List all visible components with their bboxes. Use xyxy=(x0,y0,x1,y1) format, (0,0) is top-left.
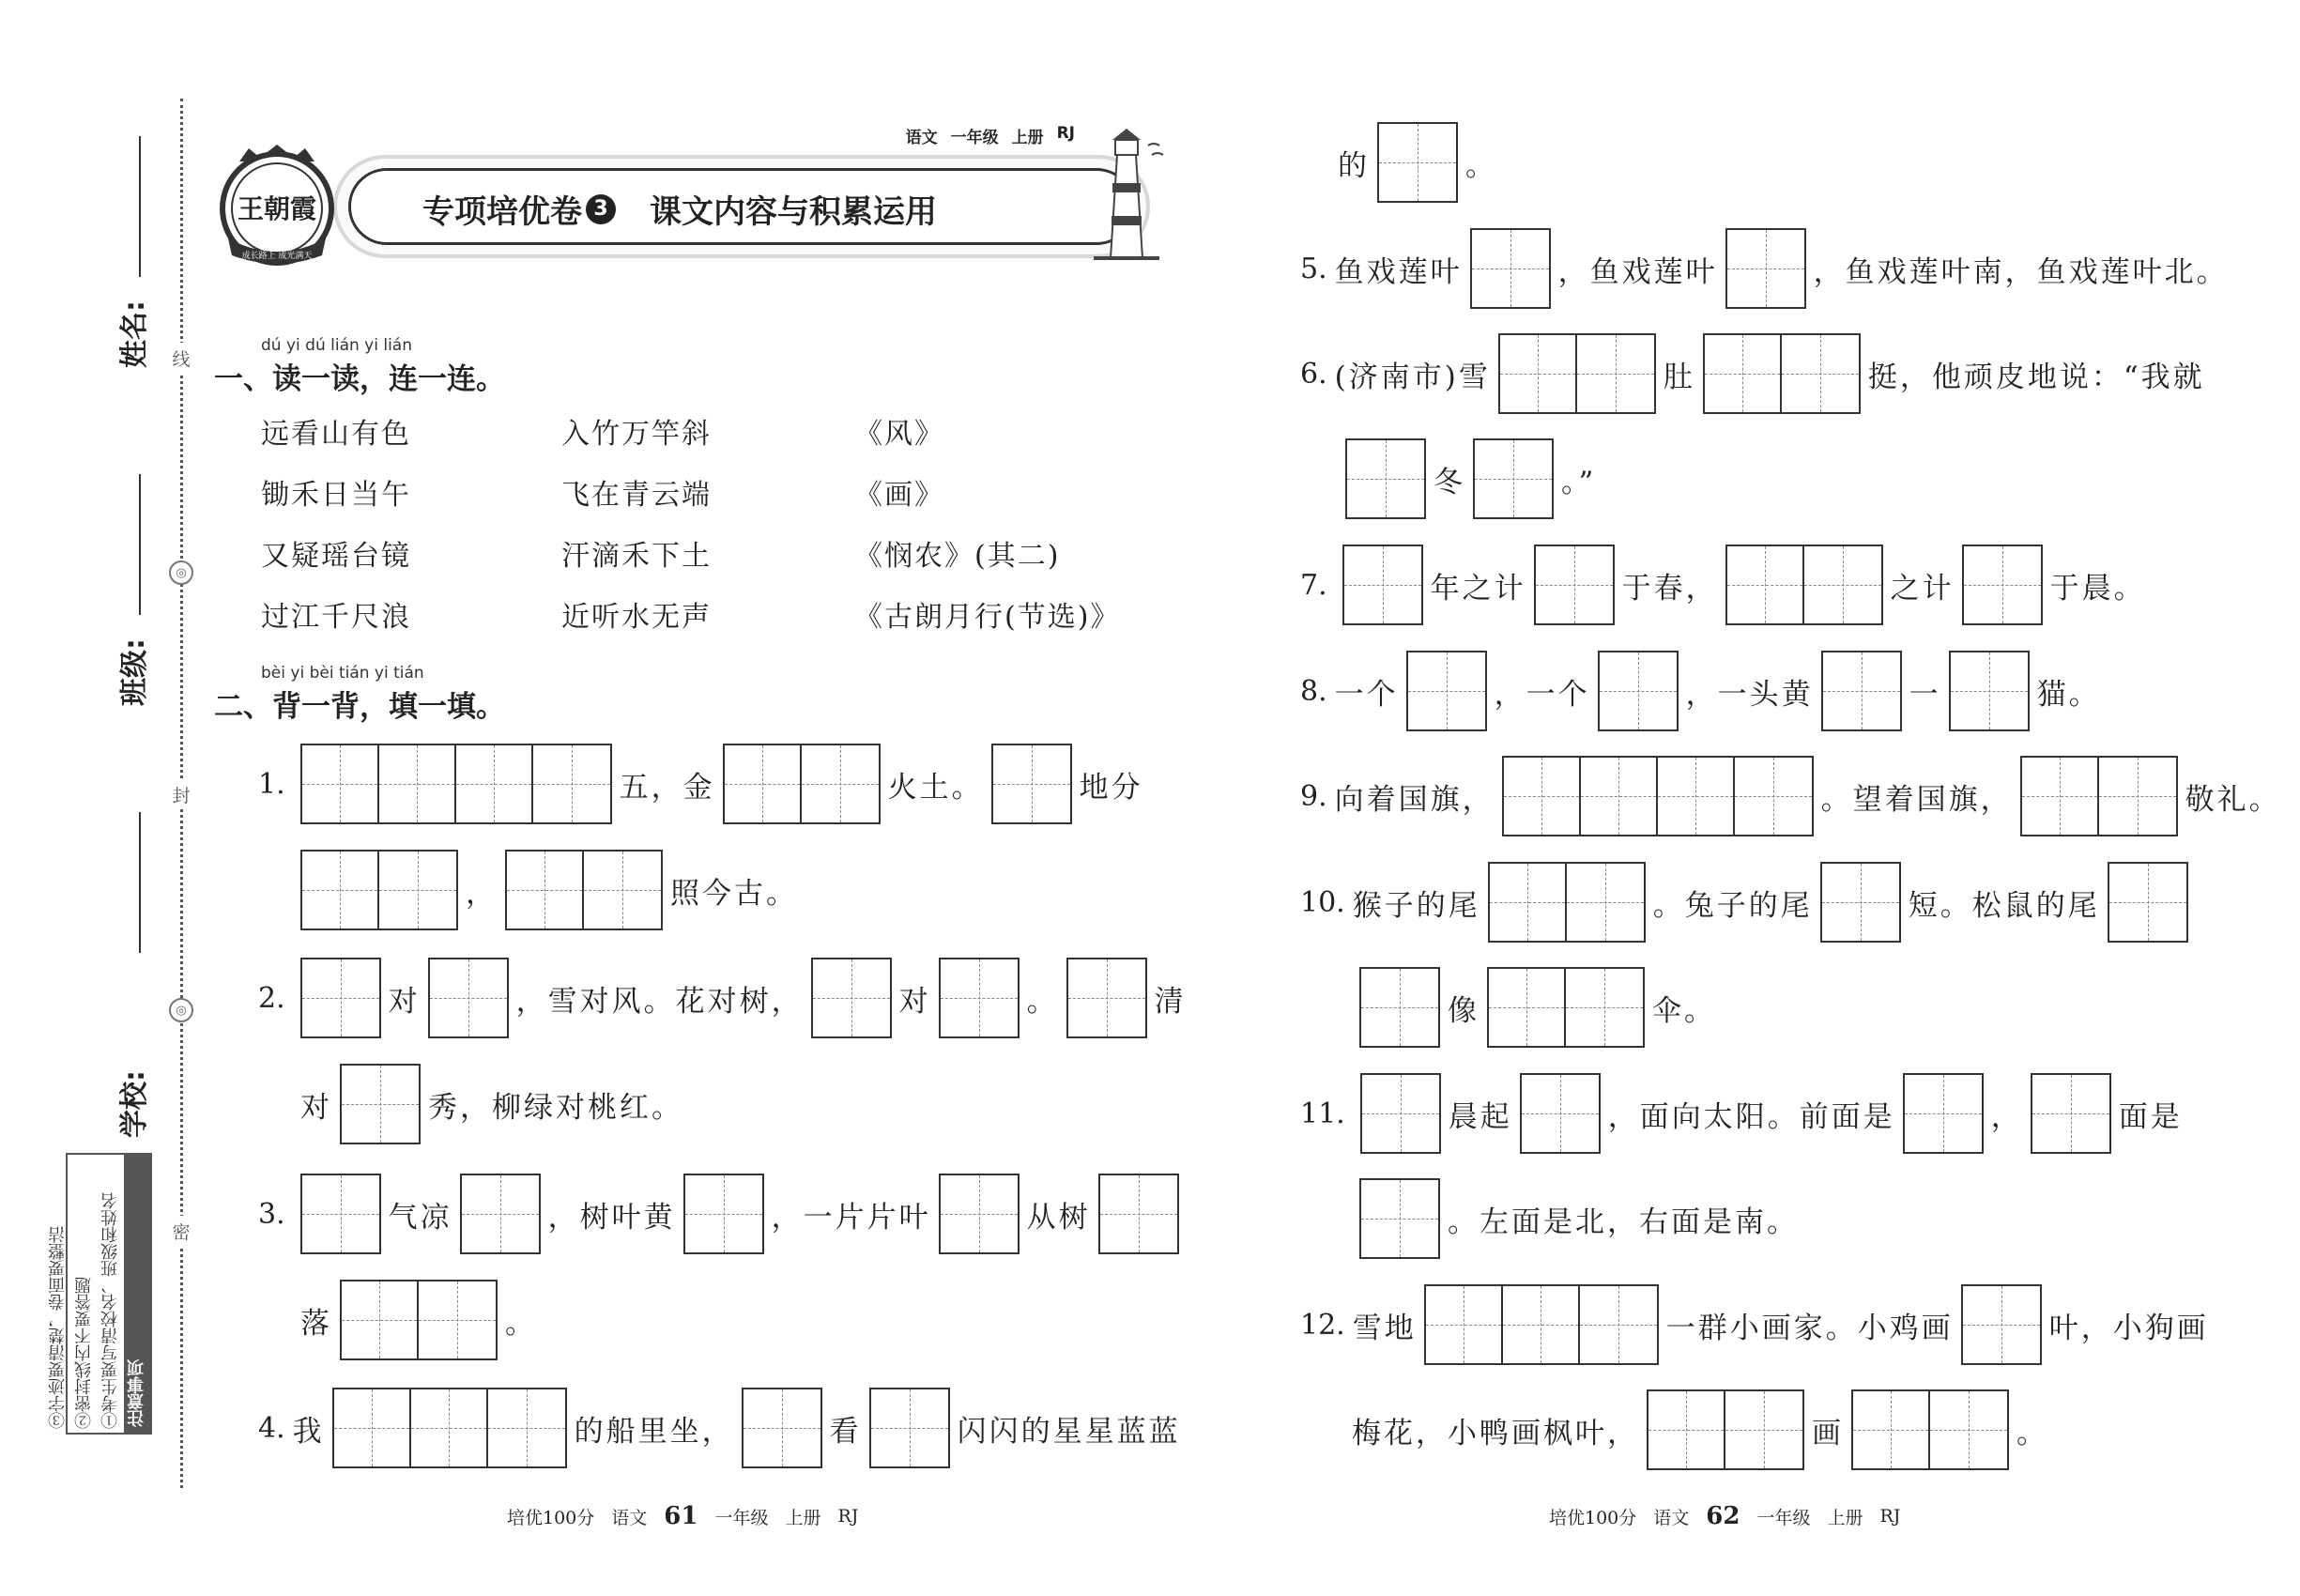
footer-book: 培优100分 xyxy=(507,1507,595,1528)
question-6-line-2: 冬 。” xyxy=(1338,438,1596,519)
title-number-badge: 3 xyxy=(586,194,616,224)
question-number: 7. xyxy=(1300,568,1327,602)
header-volume: 上册 xyxy=(1011,129,1044,147)
answer-box[interactable] xyxy=(1487,967,1645,1048)
answer-box[interactable] xyxy=(1377,122,1458,203)
logo-sub: 成长路上 成光满天 xyxy=(241,252,313,261)
question-12-line-2: 梅花，小鸭画枫叶， 画 。 xyxy=(1352,1389,2048,1470)
question-number: 6. xyxy=(1300,357,1327,391)
answer-box[interactable] xyxy=(1498,333,1656,414)
logo-text: 王朝霞 xyxy=(237,193,317,224)
class-label: 班级: xyxy=(118,638,151,706)
answer-box[interactable] xyxy=(1066,958,1147,1038)
section1-title: 一、读一读，连一连。 xyxy=(214,362,505,396)
section2-title: 二、背一背，填一填。 xyxy=(214,690,505,724)
answer-box[interactable] xyxy=(723,744,881,824)
answer-box[interactable] xyxy=(2031,1073,2111,1154)
school-write-line[interactable] xyxy=(139,812,141,953)
question-9-line-1: 9. 向着国旗， 。望着国旗， 敬礼。 xyxy=(1300,756,2281,836)
section1-pinyin: dú yi dú lián yi lián xyxy=(261,336,412,355)
answer-box[interactable] xyxy=(1703,333,1861,414)
footer-grade: 一年级 xyxy=(1756,1507,1811,1528)
answer-box[interactable] xyxy=(340,1064,421,1144)
question-11-line-1: 11. 晨起 ，面向太阳。前面是 ， 面是 xyxy=(1300,1073,2183,1154)
answer-box[interactable] xyxy=(300,958,381,1038)
answer-box[interactable] xyxy=(2108,862,2188,943)
notice-item: ②密封线内不要答题 xyxy=(74,1277,94,1429)
notice-box xyxy=(48,1153,152,1435)
answer-box[interactable] xyxy=(1424,1284,1659,1365)
question-number: 8. xyxy=(1300,674,1327,708)
title-prefix: 专项培优卷 xyxy=(422,193,582,231)
question-number: 9. xyxy=(1300,779,1327,813)
poem-title[interactable]: 《画》 xyxy=(854,479,944,512)
answer-box[interactable] xyxy=(1488,862,1646,943)
poem-title[interactable]: 《风》 xyxy=(854,418,944,451)
seal-mark-mi: 密 xyxy=(166,1216,196,1246)
title-main: 课文内容与积累运用 xyxy=(650,193,937,231)
brand-logo-icon xyxy=(211,141,343,272)
answer-box[interactable] xyxy=(1534,545,1615,625)
question-4-line-2: 的 。 xyxy=(1338,122,1497,203)
question-2-line-1: 2. 对 ，雪对风。花对树， 对 。 清 xyxy=(258,958,1187,1038)
question-8-line-1: 8. 一个 ，一个 ，一头黄 一 猫。 xyxy=(1300,651,2101,731)
footer-edition: RJ xyxy=(1879,1506,1901,1527)
notice-item: ①考生要写清校名、班级和姓名 xyxy=(100,1192,120,1429)
question-7-line-1: 7. 年之计 于春， 之计 于晨。 xyxy=(1300,545,2146,625)
page-number: 62 xyxy=(1706,1502,1740,1530)
question-10-line-2: 像 伞。 xyxy=(1352,967,1716,1048)
binding-hole: ◎ xyxy=(169,998,193,1022)
poem-line-left[interactable]: 锄禾日当午 xyxy=(261,479,411,512)
answer-box[interactable] xyxy=(300,744,612,824)
answer-box[interactable] xyxy=(340,1280,498,1360)
header-subject: 语文 xyxy=(905,129,938,147)
answer-box[interactable] xyxy=(1725,545,1883,625)
class-write-line[interactable] xyxy=(139,474,141,615)
answer-box[interactable] xyxy=(991,744,1072,824)
answer-box[interactable] xyxy=(1725,228,1806,309)
header-edition: RJ xyxy=(1056,124,1075,143)
question-10-line-1: 10. 猴子的尾 。兔子的尾 短。松鼠的尾 xyxy=(1300,862,2196,943)
seal-mark-feng: 封 xyxy=(166,779,196,809)
answer-box[interactable] xyxy=(1598,651,1679,731)
question-3-line-2: 落 。 xyxy=(300,1280,537,1360)
question-12-line-1: 12. 雪地 一群小画家。小鸡画 叶，小狗画 xyxy=(1300,1284,2209,1365)
binding-hole: ◎ xyxy=(169,560,193,585)
answer-box[interactable] xyxy=(683,1174,764,1254)
answer-box[interactable] xyxy=(1520,1073,1601,1154)
question-number: 4. xyxy=(258,1411,285,1445)
question-1-line-2: ， 照今古。 xyxy=(293,850,798,930)
answer-box[interactable] xyxy=(2020,756,2178,836)
answer-box[interactable] xyxy=(460,1174,541,1254)
question-number: 5. xyxy=(1300,252,1327,285)
answer-box[interactable] xyxy=(1406,651,1487,731)
answer-box[interactable] xyxy=(1647,1389,1804,1470)
poem-line-middle[interactable]: 飞在青云端 xyxy=(561,479,712,512)
answer-box[interactable] xyxy=(1821,651,1902,731)
answer-box[interactable] xyxy=(742,1388,822,1468)
page-title xyxy=(422,186,937,232)
question-number: 10. xyxy=(1300,885,1345,919)
footer-edition: RJ xyxy=(837,1506,859,1527)
notice-title: 注意事项 xyxy=(124,1155,150,1433)
answer-box[interactable] xyxy=(1359,967,1440,1048)
seal-mark-xian: 线 xyxy=(166,343,196,373)
poem-line-middle[interactable]: 近听水无声 xyxy=(561,601,712,634)
answer-box[interactable] xyxy=(332,1388,567,1468)
binding-margin xyxy=(0,0,216,1596)
answer-box[interactable] xyxy=(939,1174,1020,1254)
answer-box[interactable] xyxy=(300,1174,381,1254)
name-write-line[interactable] xyxy=(139,136,141,277)
poem-title[interactable]: 《悯农》(其二) xyxy=(854,540,1061,573)
footer-right xyxy=(1549,1502,1900,1530)
answer-box[interactable] xyxy=(1342,545,1423,625)
answer-box[interactable] xyxy=(1949,651,2030,731)
answer-box[interactable] xyxy=(1473,438,1554,519)
answer-box[interactable] xyxy=(1502,756,1814,836)
page-number: 61 xyxy=(664,1502,698,1530)
question-4-line-1: 4. 我 的船里坐， 看 闪闪的星星蓝蓝 xyxy=(258,1388,1181,1468)
answer-box[interactable] xyxy=(505,850,663,930)
header-meta xyxy=(906,124,1075,147)
question-1-line-1: 1. 五，金 火土。 地分 xyxy=(258,744,1143,824)
answer-box[interactable] xyxy=(1470,228,1551,309)
question-6-line-1: 6. (济南市)雪 肚 挺，他顽皮地说：“我就 xyxy=(1300,333,2205,414)
answer-box[interactable] xyxy=(1851,1389,2009,1470)
footer-book: 培优100分 xyxy=(1549,1507,1637,1528)
question-number: 3. xyxy=(258,1197,285,1231)
footer-subject: 语文 xyxy=(611,1507,648,1528)
question-number: 1. xyxy=(258,767,285,801)
header-grade: 一年级 xyxy=(950,129,999,147)
footer-subject: 语文 xyxy=(1653,1507,1690,1528)
answer-box[interactable] xyxy=(1903,1073,1984,1154)
notice-item: ③字迹要清楚，卷面要整洁 xyxy=(48,1226,68,1429)
answer-box[interactable] xyxy=(1345,438,1426,519)
answer-box[interactable] xyxy=(1962,545,2043,625)
page-header xyxy=(211,122,1178,282)
answer-box[interactable] xyxy=(1359,1178,1440,1259)
poem-line-left[interactable]: 又疑瑶台镜 xyxy=(261,540,411,573)
section2-pinyin: bèi yi bèi tián yi tián xyxy=(261,664,424,683)
question-3-line-1: 3. 气凉 ，树叶黄 ，一片片叶 从树 xyxy=(258,1174,1187,1254)
answer-box[interactable] xyxy=(1820,862,1901,943)
answer-box[interactable] xyxy=(811,958,892,1038)
question-2-line-2: 对 秀，柳绿对桃红。 xyxy=(300,1064,683,1144)
answer-box[interactable] xyxy=(1360,1073,1441,1154)
poem-line-middle[interactable]: 入竹万竿斜 xyxy=(561,418,712,451)
question-number: 2. xyxy=(258,981,285,1015)
poem-title[interactable]: 《古朗月行(节选)》 xyxy=(854,601,1121,634)
answer-box[interactable] xyxy=(1961,1284,2042,1365)
answer-box[interactable] xyxy=(939,958,1020,1038)
question-11-line-2: 。左面是北，右面是南。 xyxy=(1352,1178,1799,1259)
poem-line-middle[interactable]: 汗滴禾下土 xyxy=(561,540,712,573)
name-label: 姓名: xyxy=(118,300,151,368)
poem-line-left[interactable]: 远看山有色 xyxy=(261,418,411,451)
answer-box[interactable] xyxy=(869,1388,950,1468)
answer-box[interactable] xyxy=(1098,1174,1179,1254)
poem-line-left[interactable]: 过江千尺浪 xyxy=(261,601,411,634)
school-label: 学校: xyxy=(118,1070,151,1138)
question-number: 12. xyxy=(1300,1308,1345,1342)
answer-box[interactable] xyxy=(300,850,458,930)
footer-left xyxy=(507,1502,858,1530)
footer-volume: 上册 xyxy=(1827,1507,1863,1528)
footer-volume: 上册 xyxy=(785,1507,821,1528)
footer-grade: 一年级 xyxy=(714,1507,769,1528)
answer-box[interactable] xyxy=(428,958,509,1038)
lighthouse-icon xyxy=(1084,127,1169,268)
question-number: 11. xyxy=(1300,1097,1345,1130)
question-5-line-1: 5. 鱼戏莲叶 ，鱼戏莲叶 ，鱼戏莲叶南，鱼戏莲叶北。 xyxy=(1300,228,2229,309)
